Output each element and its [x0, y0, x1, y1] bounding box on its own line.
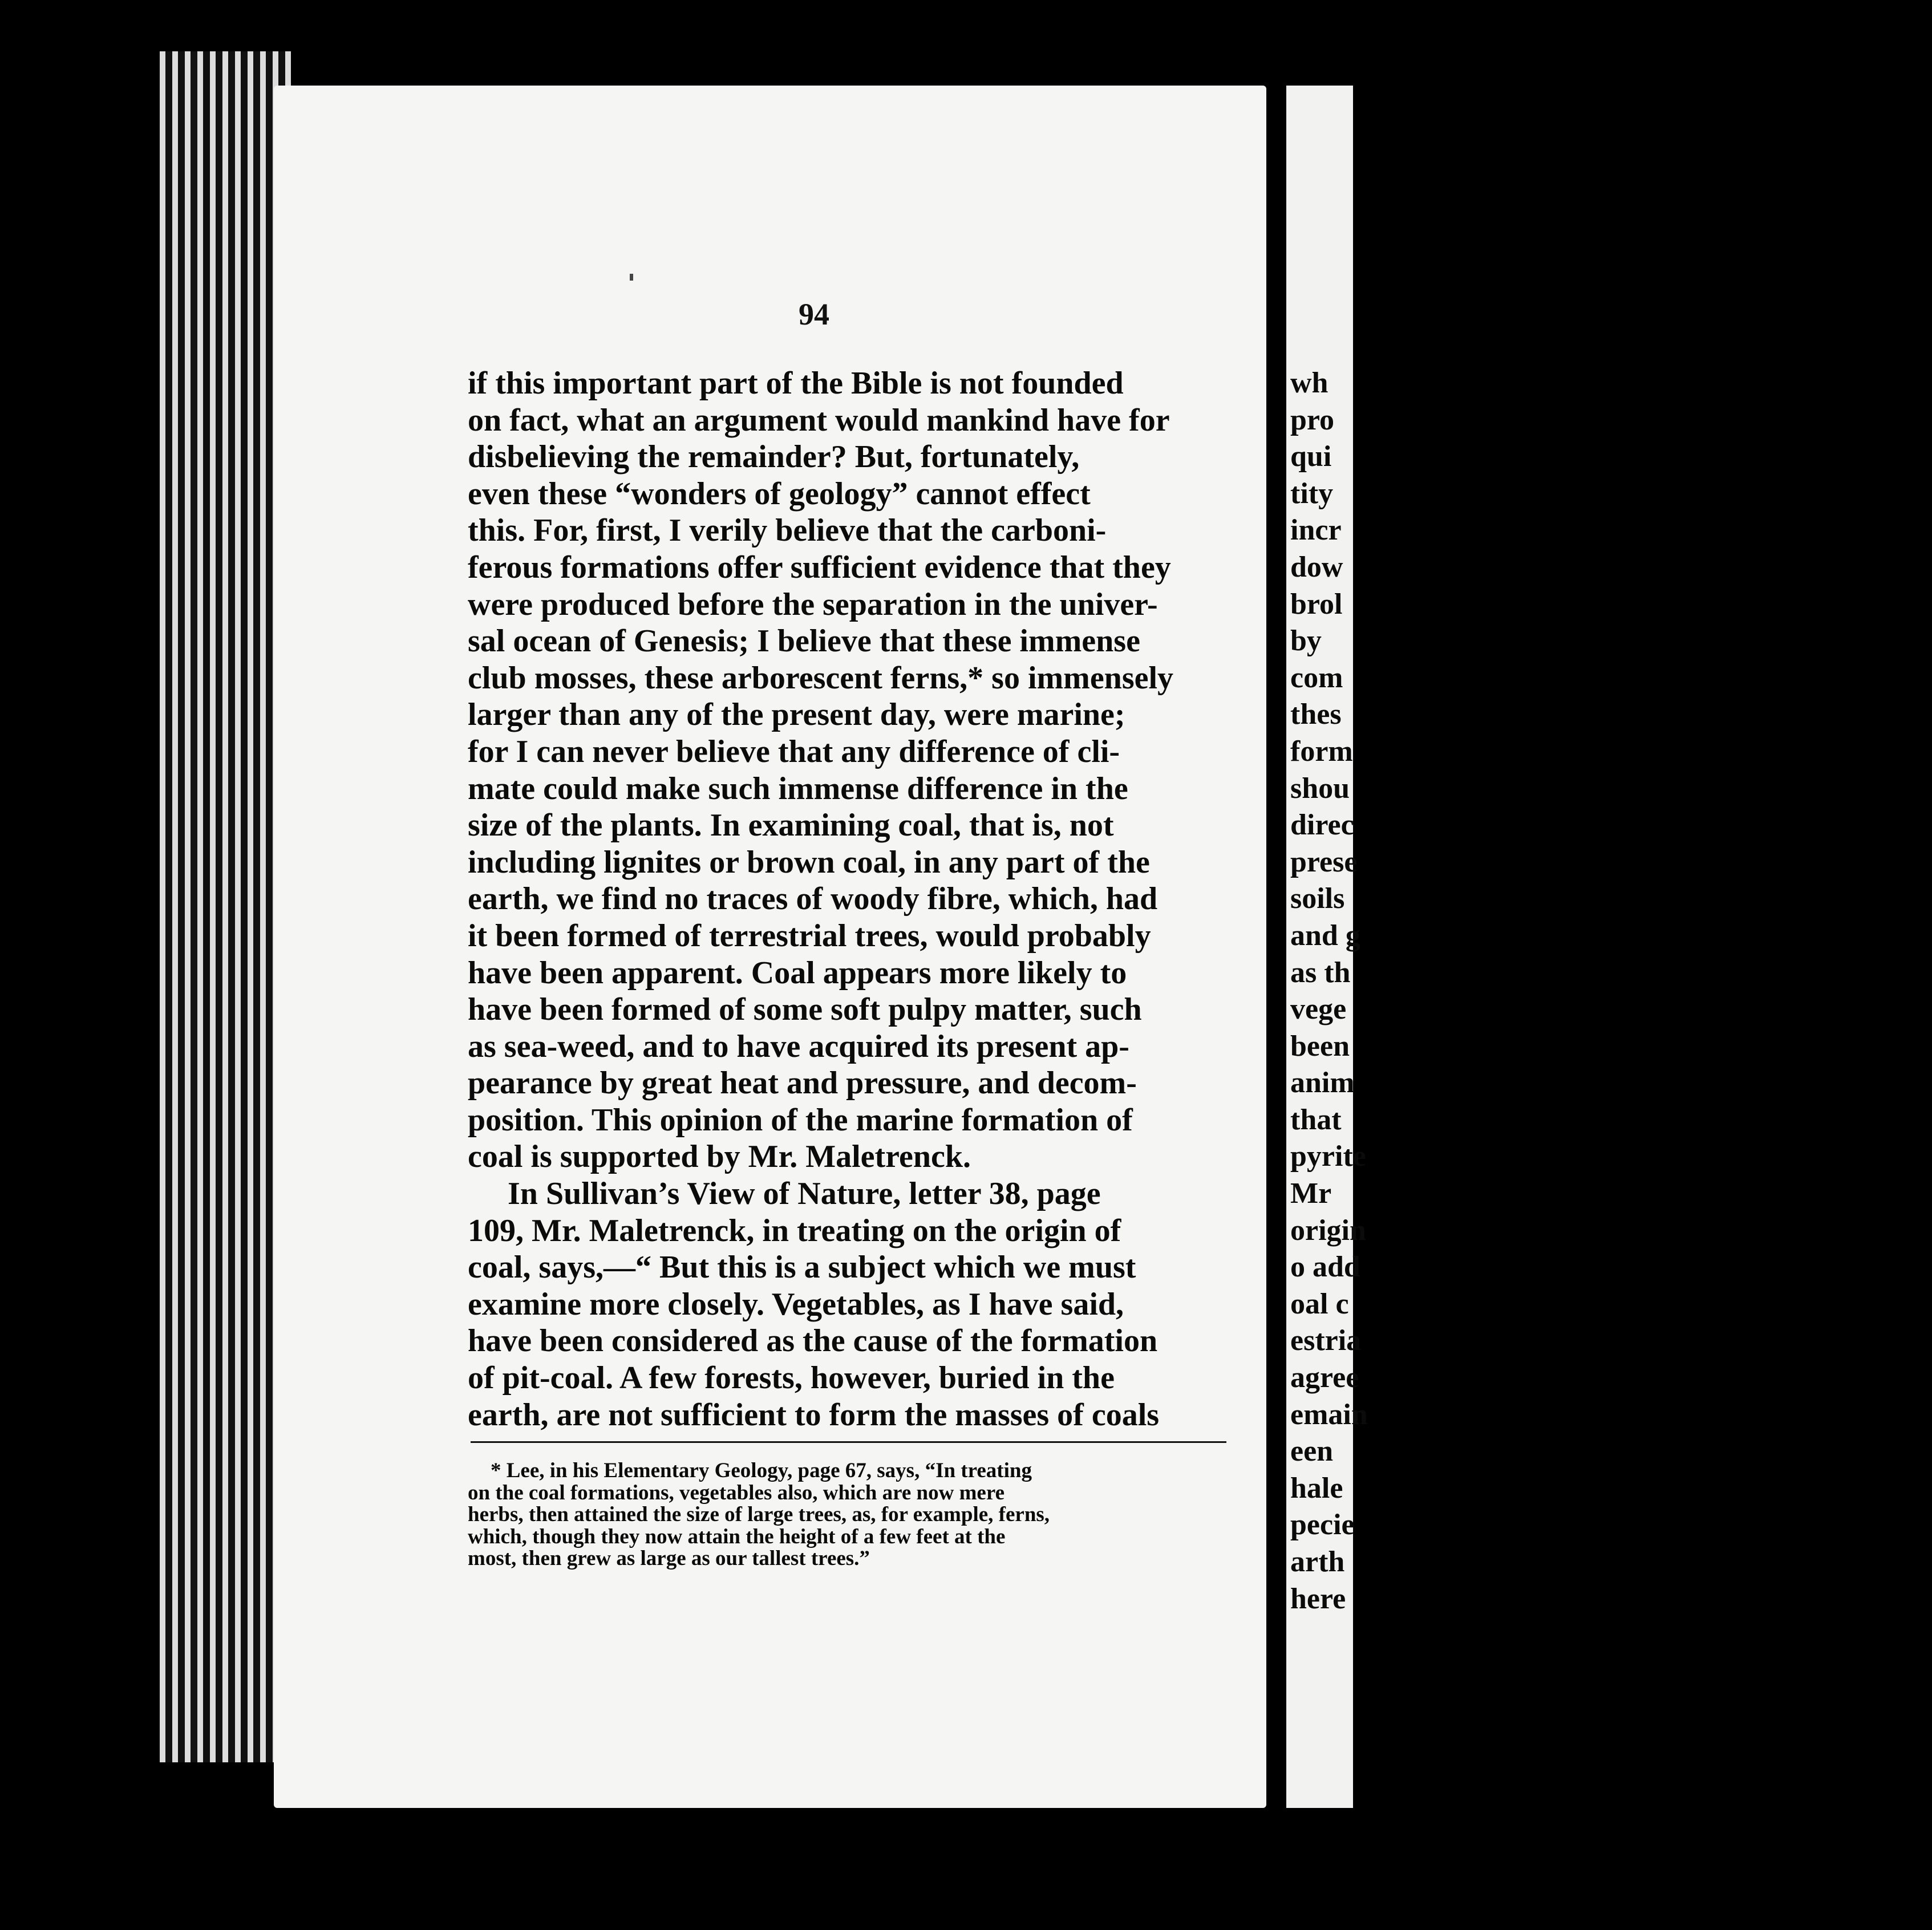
- text-line: on fact, what an argument would mankind have for: [468, 402, 1170, 438]
- footnote: [468, 1460, 1226, 1570]
- right-page-fragment: estria: [1290, 1324, 1362, 1357]
- text-line: disbelieving the remainder? But, fortunately,: [468, 439, 1080, 475]
- footnote-line: most, then grew as large as our tallest trees.”: [468, 1547, 870, 1571]
- text-line: even these “wonders of geology” cannot effect: [468, 476, 1091, 512]
- text-line: coal is supported by Mr. Maletrenck.: [468, 1139, 971, 1175]
- text-line: this. For, first, I verily believe that the carboni-: [468, 513, 1107, 549]
- right-page-fragment: anim: [1290, 1067, 1355, 1100]
- right-page-fragment: shou: [1290, 772, 1350, 805]
- right-page-fragment: agree: [1290, 1361, 1359, 1394]
- right-page-fragment: com: [1290, 661, 1343, 694]
- right-page-fragment: dow: [1290, 550, 1343, 583]
- right-page-fragment: thes: [1290, 698, 1342, 731]
- text-line: ferous formations offer sufficient evidence that they: [468, 549, 1171, 585]
- right-page-fragment: arth: [1290, 1546, 1345, 1578]
- text-line: have been apparent. Coal appears more likely to: [468, 955, 1127, 991]
- right-page-fragment: brol: [1290, 587, 1343, 621]
- right-page-fragment: o add: [1290, 1251, 1360, 1284]
- right-page-fragment: that: [1290, 1103, 1342, 1136]
- text-line: have been formed of some soft pulpy matter, such: [468, 992, 1142, 1028]
- page-number: 94: [799, 297, 829, 331]
- text-line: 109, Mr. Maletrenck, in treating on the origin of: [468, 1213, 1121, 1248]
- text-line: as sea-weed, and to have acquired its present ap-: [468, 1028, 1129, 1064]
- right-page-fragment: direc: [1290, 809, 1354, 842]
- text-line: examine more closely. Vegetables, as I have said,: [468, 1286, 1124, 1322]
- right-page-fragment: oal c: [1290, 1287, 1349, 1320]
- footnote-line: * Lee, in his Elementary Geology, page 67, says, “In treating: [491, 1459, 1032, 1482]
- right-page-fragment: and g: [1290, 919, 1360, 952]
- right-page-fragment: emain: [1290, 1398, 1368, 1431]
- right-page-fragment: wh: [1290, 367, 1328, 399]
- text-line: In Sullivan’s View of Nature, letter 38, page: [508, 1176, 1101, 1212]
- right-page-fragment: form: [1290, 735, 1353, 768]
- right-page-text-fragments: [1290, 365, 1368, 1617]
- text-line: of pit-coal. A few forests, however, buried in the: [468, 1360, 1115, 1396]
- right-page-fragment: pyrite: [1290, 1140, 1366, 1173]
- text-line: mate could make such immense difference in the: [468, 771, 1128, 806]
- text-line: it been formed of terrestrial trees, would probably: [468, 918, 1151, 954]
- right-page-fragment: incr: [1290, 514, 1342, 547]
- text-line: sal ocean of Genesis; I believe that these immense: [468, 623, 1140, 659]
- text-line: earth, we find no traces of woody fibre, which, had: [468, 881, 1158, 917]
- right-page-fragment: by: [1290, 625, 1322, 658]
- right-page-fragment: tity: [1290, 477, 1334, 510]
- ink-speck: [630, 274, 633, 281]
- right-page-fragment: vege: [1290, 993, 1347, 1026]
- right-page-fragment: Mr: [1290, 1177, 1332, 1210]
- text-line: for I can never believe that any difference of cli-: [468, 733, 1120, 769]
- right-page-fragment: een: [1290, 1435, 1334, 1468]
- text-line: earth, are not sufficient to form the masses of coals: [468, 1397, 1160, 1433]
- right-page-fragment: pro: [1290, 403, 1335, 436]
- text-line: club mosses, these arborescent ferns,* so immensely: [468, 660, 1174, 696]
- text-line: pearance by great heat and pressure, and decom-: [468, 1065, 1137, 1101]
- right-page-fragment: been: [1290, 1029, 1350, 1063]
- footnote-line: which, though they now attain the height of a few feet at the: [468, 1524, 1006, 1548]
- text-line: were produced before the separation in the univer-: [468, 586, 1158, 622]
- right-page-fragment: qui: [1290, 440, 1332, 473]
- text-line: if this important part of the Bible is not founded: [468, 366, 1124, 401]
- right-page-fragment: pecie: [1290, 1509, 1355, 1542]
- footnote-line: on the coal formations, vegetables also, which are now mere: [468, 1481, 1005, 1505]
- text-line: including lignites or brown coal, in any part of the: [468, 844, 1150, 880]
- footnote-rule: [471, 1441, 1226, 1443]
- right-page-fragment: soils: [1290, 882, 1345, 915]
- book-page-edges: [160, 51, 291, 1762]
- text-line: have been considered as the cause of the formation: [468, 1323, 1158, 1359]
- right-page-fragment: origin: [1290, 1214, 1366, 1247]
- right-page-fragment: hale: [1290, 1471, 1343, 1505]
- text-line: position. This opinion of the marine formation of: [468, 1102, 1133, 1138]
- main-text-block: [468, 365, 1226, 1433]
- footnote-line: herbs, then attained the size of large trees, as, for example, ferns,: [468, 1503, 1050, 1527]
- right-page-fragment: as th: [1290, 956, 1351, 989]
- right-page-fragment: here: [1290, 1582, 1346, 1615]
- text-line: coal, says,—“ But this is a subject which we must: [468, 1250, 1136, 1286]
- text-line: larger than any of the present day, were marine;: [468, 697, 1125, 733]
- right-page-fragment: prese: [1290, 845, 1358, 878]
- text-line: size of the plants. In examining coal, that is, not: [468, 808, 1114, 844]
